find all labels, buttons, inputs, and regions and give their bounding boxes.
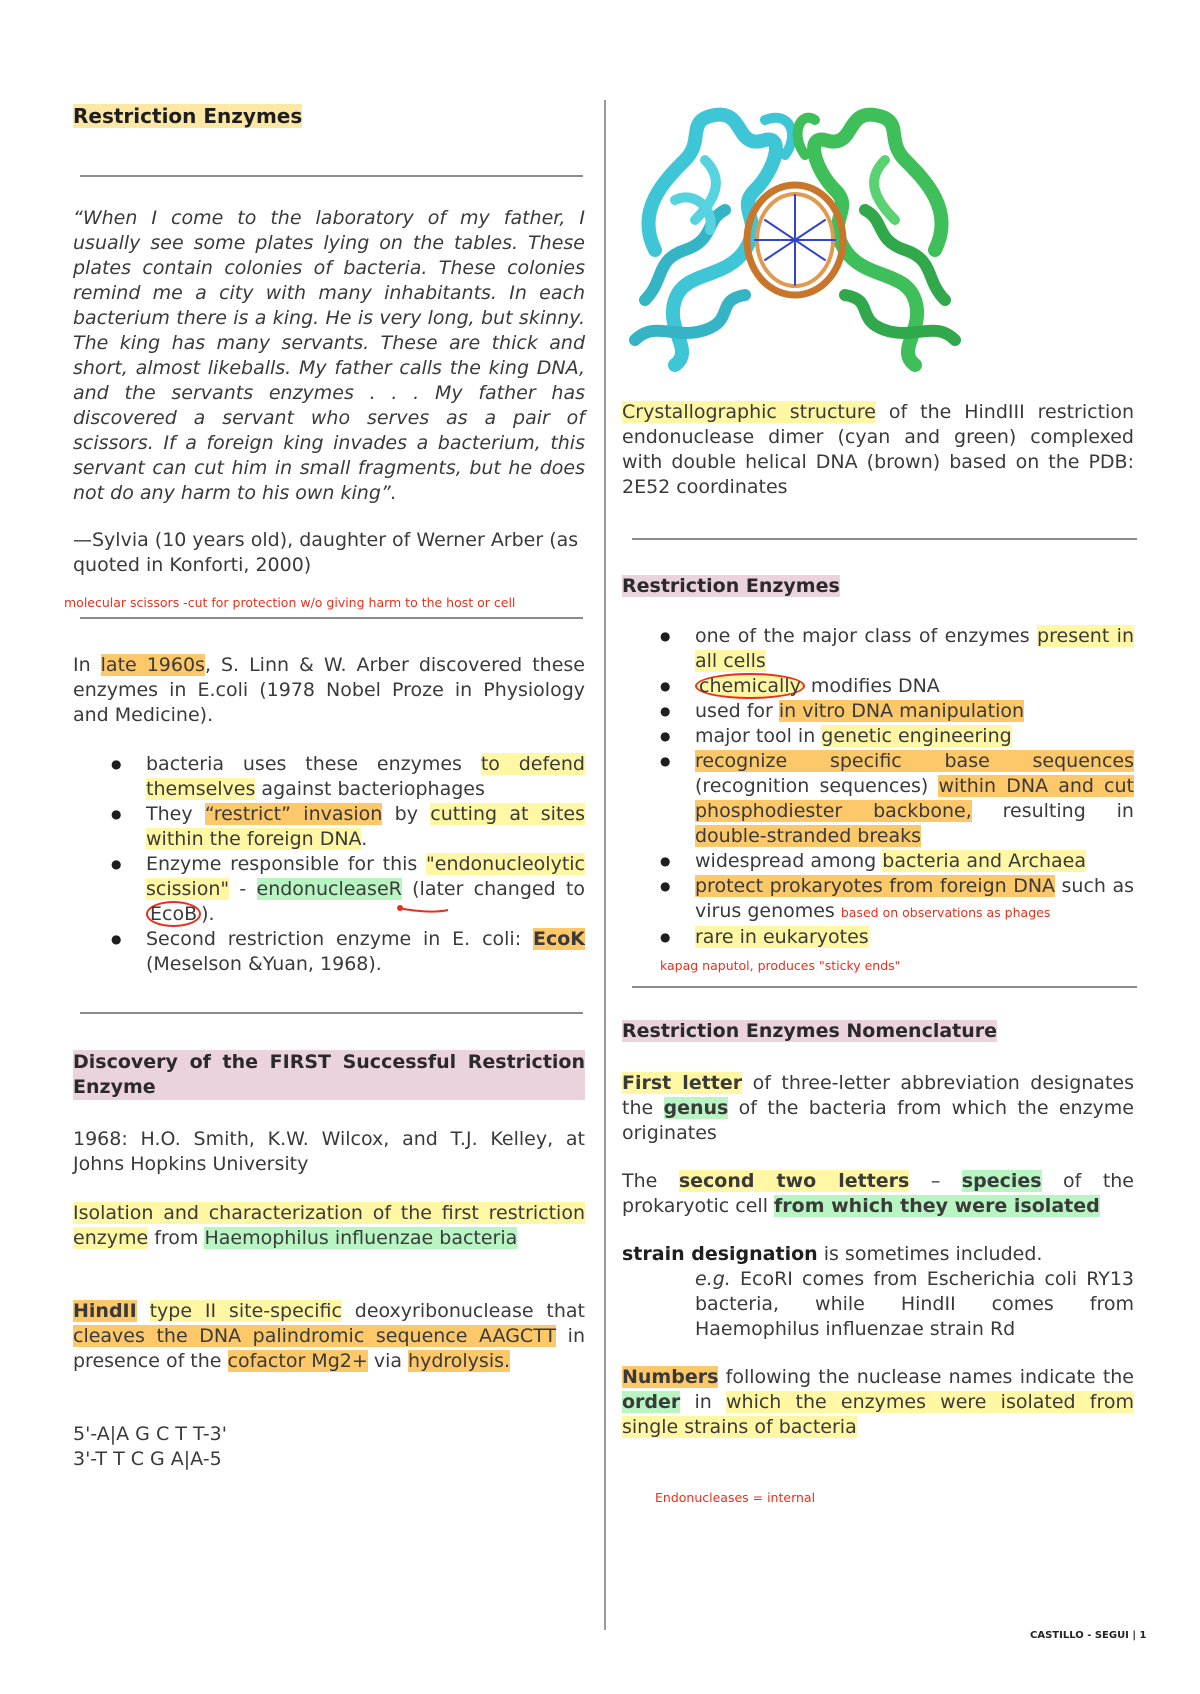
nomenclature-strain: strain designation is sometimes included. (622, 1243, 1043, 1265)
list-item: ● used for in vitro DNA manipulation (622, 699, 1134, 724)
list-item: ● recognize specific base sequences (recognition sequences) within DNA and cut phosphodiester backbone, resulting in double-stranded breaks (622, 749, 1134, 849)
discovery-first-enzyme-heading: Discovery of the FIRST Successful Restriction Enzyme (73, 1051, 585, 1098)
restriction-enzymes-heading: Restriction Enzymes (622, 575, 840, 597)
nomenclature-numbers: Numbers following the nuclease names indicate the order in which the enzymes were isolated from single strains of bacteria (622, 1366, 1134, 1438)
list-item: ● bacteria uses these enzymes to defend themselves against bacteriophages (73, 752, 585, 802)
structure-caption: Crystallographic structure of the HindIII restriction endonuclease dimer (cyan and green) complexed with double helical DNA (brown) based on the PDB: 2E52 coordinates (622, 401, 1134, 498)
list-item: ● rare in eukaryotes (622, 925, 1134, 950)
nomenclature-second-letters: The second two letters – species of the prokaryotic cell from which they were isolated (622, 1170, 1135, 1217)
annotation-sticky-ends: kapag naputol, produces "sticky ends" (660, 958, 901, 973)
nomenclature-heading: Restriction Enzymes Nomenclature (622, 1020, 998, 1042)
arber-quote: “When I come to the laboratory of my father, I usually see some plates lying on the tables. These plates contain colonies of bacteria. These colonies remind me a city with many inhabitants. In each bacterium there is a king. He is very long, but skinny. The king has many servants. These are thick and short, almost likeballs. My father calls the king DNA, and the servants enzymes . . . My father has discovered a servant who serves as a pair of scissors. If a foreign king invades a bacterium, this servant can cut him in small fragments, but he does not do any harm to his own king”. (73, 207, 585, 504)
section-rule (80, 1012, 583, 1014)
list-item: ● one of the major class of enzymes present in all cells (622, 624, 1134, 674)
discovery-paragraph: In late 1960s, S. Linn & W. Arber discovered these enzymes in E.coli (1978 Nobel Proze in Physiology and Medicine). (73, 654, 585, 726)
list-item: ● Enzyme responsible for this "endonucleolytic scission" - endonucleaseR (later changed to EcoB ). (73, 852, 585, 927)
list-item: ● Second restriction enzyme in E. coli: EcoK (Meselson &Yuan, 1968). (73, 927, 585, 977)
list-item: ● major tool in genetic engineering (622, 724, 1134, 749)
annotation-molecular-scissors: molecular scissors -cut for protection w/o giving harm to the host or cell (64, 595, 516, 610)
discovery-bullet-list (73, 752, 585, 977)
column-divider (604, 100, 606, 1630)
section-rule (632, 986, 1137, 988)
section-rule (80, 175, 583, 177)
page-footer: CASTILLO - SEGUI | 1 (1030, 1630, 1147, 1641)
smith-paragraph: 1968: H.O. Smith, K.W. Wilcox, and T.J. Kelley, at Johns Hopkins University (73, 1128, 585, 1175)
hindiii-protein-structure-image (615, 100, 975, 375)
list-item: ● widespread among bacteria and Archaea (622, 849, 1134, 874)
section-rule (632, 538, 1137, 540)
section-rule (80, 617, 583, 619)
list-item: ● protect prokaryotes from foreign DNA such as virus genomes based on observations as phages (622, 874, 1134, 925)
annotation-endonucleases: Endonucleases = internal (655, 1490, 816, 1505)
page-title: Restriction Enzymes (73, 104, 303, 128)
sequence-line-1: 5'-A|A G C T T-3' (73, 1423, 227, 1445)
chemically-circled-annotation: chemically (695, 673, 805, 699)
restriction-bullet-list (622, 624, 1134, 950)
red-arrow-annotation (390, 900, 450, 920)
quote-attribution: —Sylvia (10 years old), daughter of Werner Arber (as quoted in Konforti, 2000) (73, 529, 579, 576)
nomenclature-example: e.g. EcoRI comes from Escherichia coli RY13 bacteria, while HindII comes from Haemophilus influenzae strain Rd (695, 1268, 1134, 1340)
ecob-circled-annotation: EcoB (146, 901, 201, 927)
list-item: ● They “restrict” invasion by cutting at sites within the foreign DNA. (73, 802, 585, 852)
sequence-line-2: 3'-T T C G A|A-5 (73, 1448, 222, 1470)
list-item: ● chemically modifies DNA (622, 674, 1134, 699)
nomenclature-first-letter: First letter of three-letter abbreviation designates the genus of the bacteria from which the enzyme originates (622, 1072, 1134, 1144)
hindii-paragraph: HindII type II site-specific deoxyribonuclease that cleaves the DNA palindromic sequence AAGCTT in presence of the cofactor Mg2+ via hydrolysis. (73, 1300, 585, 1372)
isolation-paragraph: Isolation and characterization of the first restriction enzyme from Haemophilus influenzae bacteria (73, 1202, 585, 1249)
